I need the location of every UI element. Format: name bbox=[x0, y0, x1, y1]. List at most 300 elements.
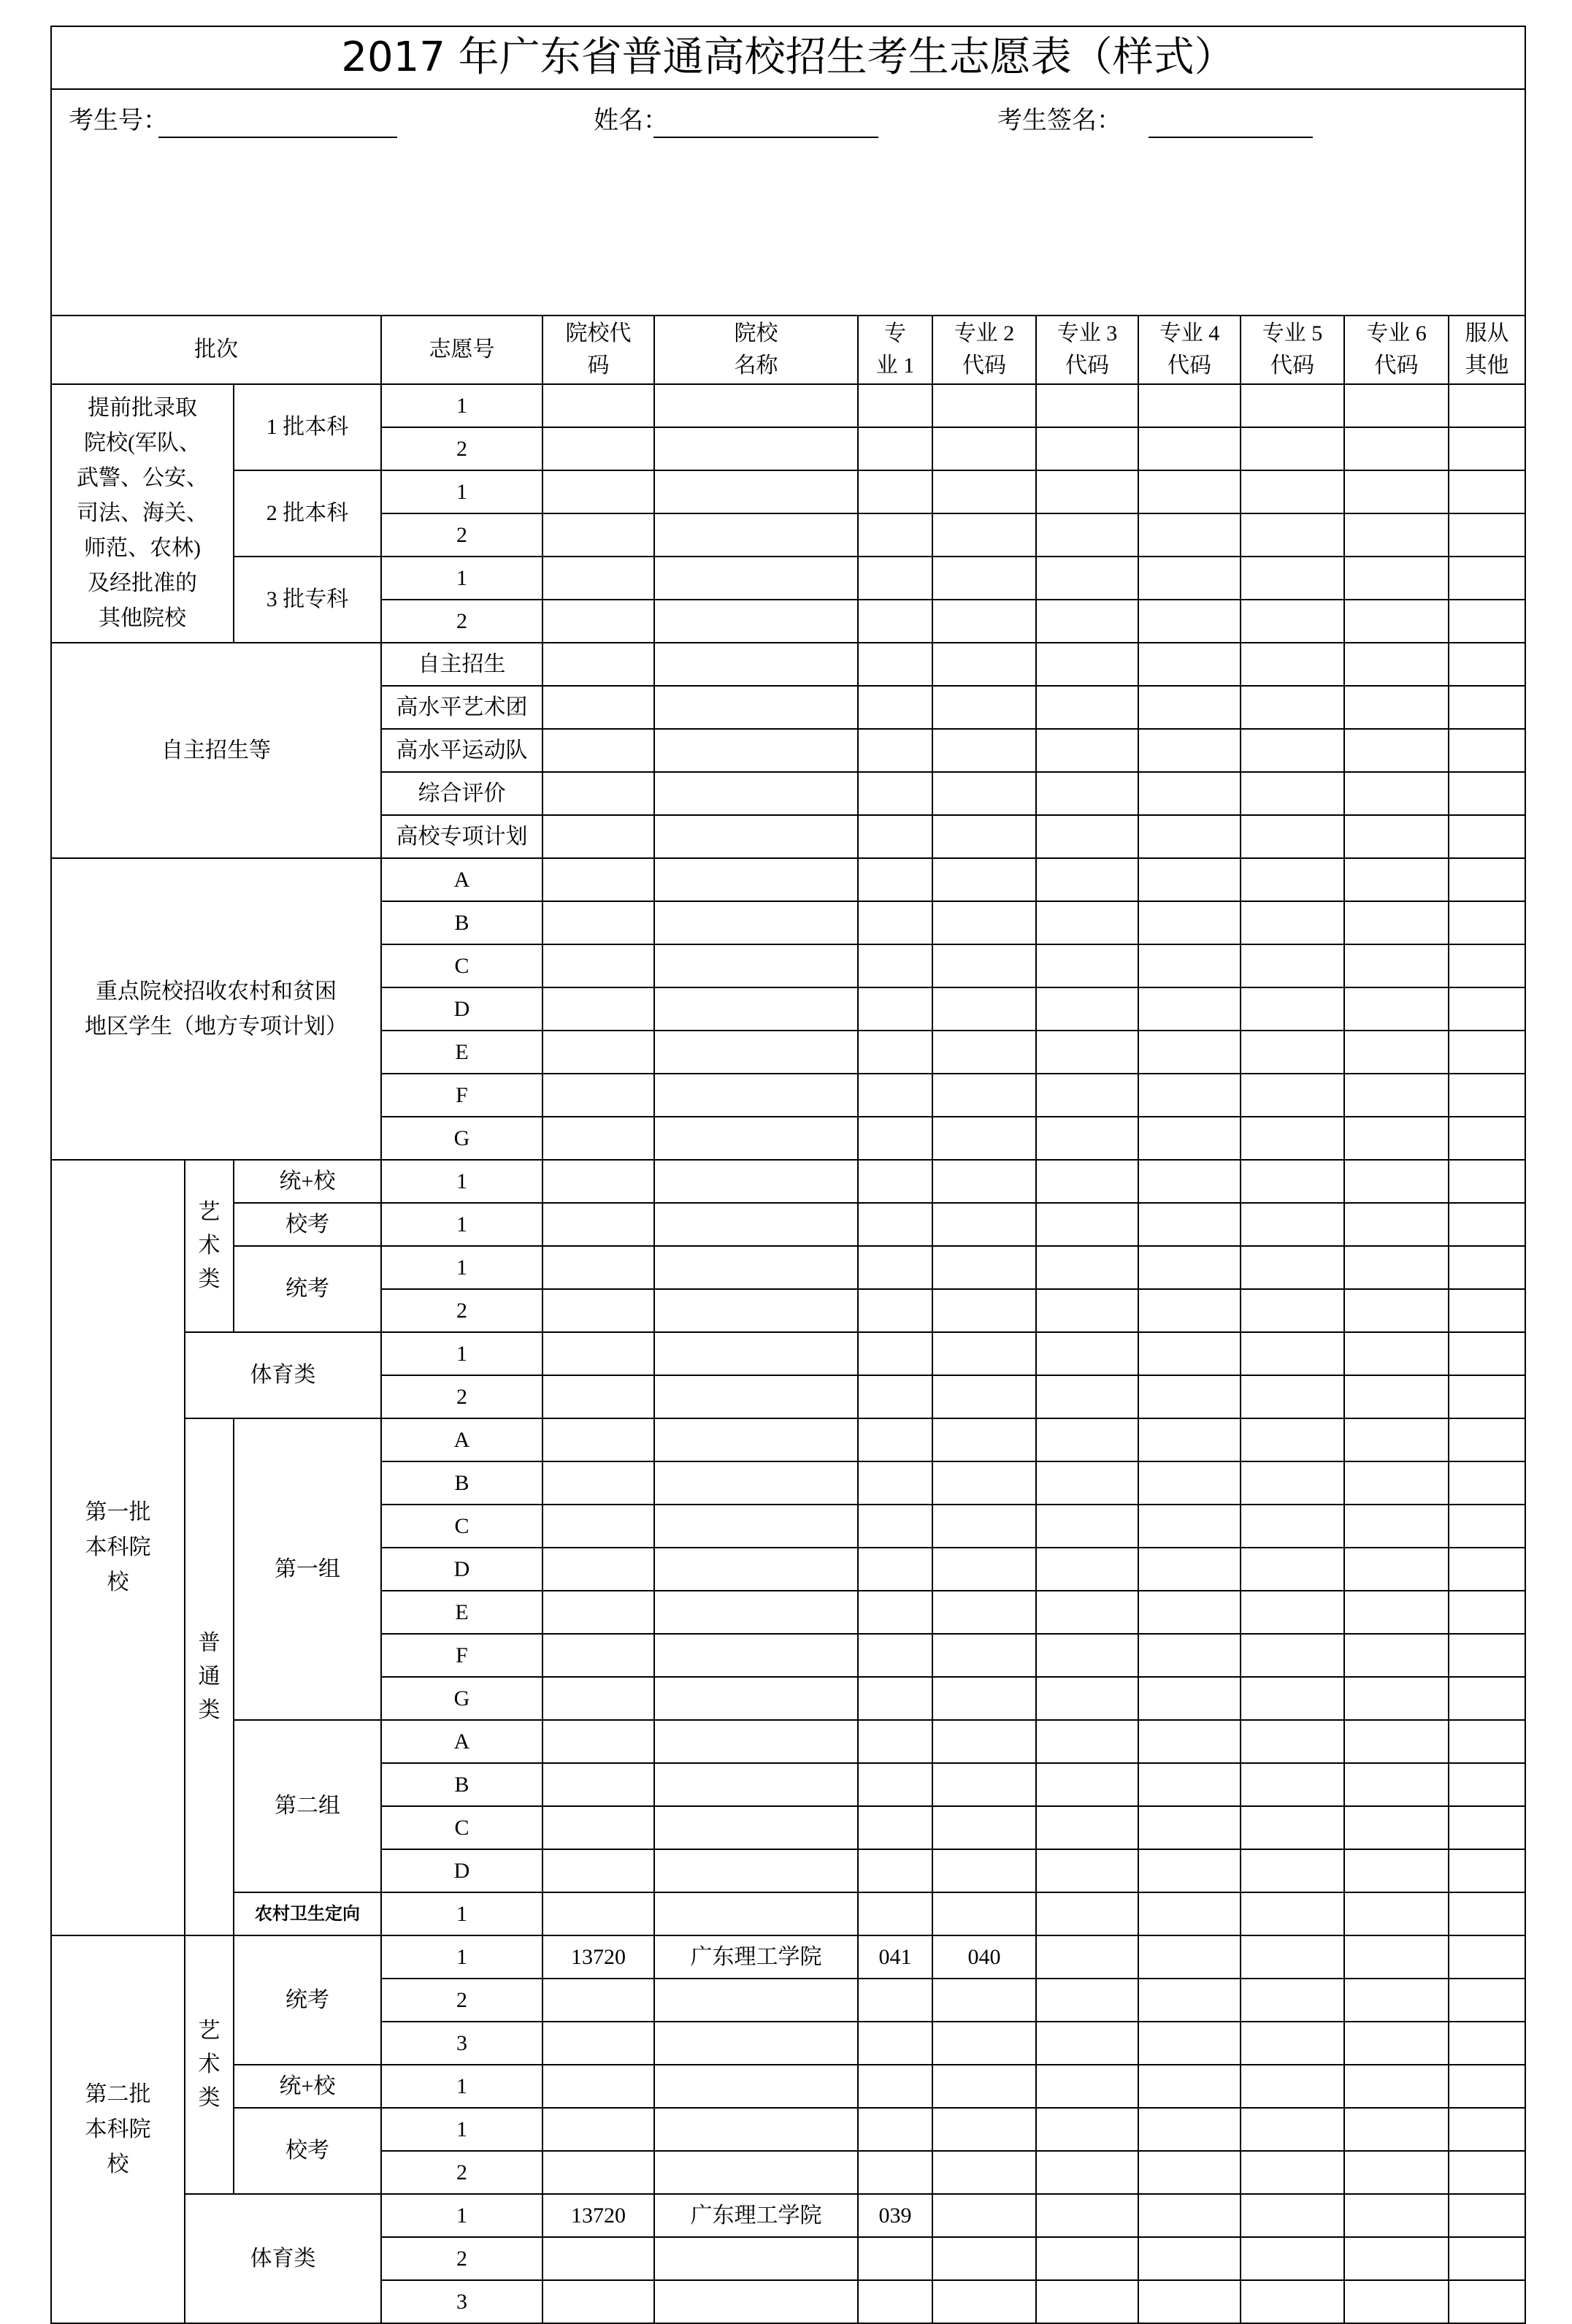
major-3-code-cell bbox=[1036, 2151, 1138, 2194]
school-name-cell bbox=[654, 1979, 858, 2022]
school-name-cell bbox=[654, 1117, 858, 1160]
accept-other-cell bbox=[1449, 1160, 1525, 1203]
major-3-code-cell bbox=[1036, 2237, 1138, 2280]
major-6-code-cell bbox=[1344, 2194, 1449, 2237]
wish-number-cell bbox=[381, 987, 542, 1031]
major-1-code-cell bbox=[858, 1203, 932, 1246]
wish-number-cell bbox=[381, 1289, 542, 1332]
major-6-code-cell bbox=[1344, 1634, 1449, 1677]
wish-number-cell bbox=[381, 1806, 542, 1849]
school-code-cell bbox=[542, 1031, 654, 1074]
school-code-cell bbox=[542, 1720, 654, 1763]
major-2-code-cell bbox=[932, 686, 1036, 729]
major-1-code-cell bbox=[858, 1591, 932, 1634]
table-row bbox=[51, 1892, 1525, 1935]
major-3-code-cell bbox=[1036, 1634, 1138, 1677]
category-label bbox=[234, 384, 381, 470]
accept-other-cell bbox=[1449, 858, 1525, 901]
major-4-code-cell bbox=[1138, 772, 1241, 815]
wish-number-cell bbox=[381, 1849, 542, 1892]
wish-number: 1 bbox=[456, 2203, 467, 2228]
accept-other-cell bbox=[1449, 1117, 1525, 1160]
school-name-cell bbox=[654, 427, 858, 470]
major-5-code-cell bbox=[1241, 1117, 1344, 1160]
major-2-code-value: 040 bbox=[967, 1944, 1001, 1969]
wish-number-cell bbox=[381, 1548, 542, 1591]
major-3-code-cell bbox=[1036, 470, 1138, 513]
wish-number: 2 bbox=[456, 2246, 467, 2271]
accept-other-cell bbox=[1449, 1505, 1525, 1548]
wish-number-cell bbox=[381, 1634, 542, 1677]
school-code-cell bbox=[542, 1979, 654, 2022]
major-2-code-cell bbox=[932, 2237, 1036, 2280]
school-name-cell bbox=[654, 1849, 858, 1892]
major-5-code-cell bbox=[1241, 815, 1344, 858]
major-3-code-cell bbox=[1036, 858, 1138, 901]
major-5-code-cell bbox=[1241, 2280, 1344, 2323]
batch-label-text: 重点院校招收农村和贫困 地区学生（地方专项计划） bbox=[85, 979, 348, 1039]
school-code-cell bbox=[542, 772, 654, 815]
table-body bbox=[51, 384, 1525, 2323]
major-3-code-cell bbox=[1036, 513, 1138, 557]
major-2-code-cell bbox=[932, 470, 1036, 513]
major-6-code-cell bbox=[1344, 1935, 1449, 1979]
school-code-cell bbox=[542, 1203, 654, 1246]
major-2-code-cell bbox=[932, 1074, 1036, 1117]
major-6-code-cell bbox=[1344, 1418, 1449, 1461]
category-label-text: 3 批专科 bbox=[266, 587, 349, 611]
school-name-cell bbox=[654, 2194, 858, 2237]
accept-other-cell bbox=[1449, 901, 1525, 944]
batch-label bbox=[51, 384, 234, 643]
major-2-code-cell bbox=[932, 1548, 1036, 1591]
school-code-cell bbox=[542, 1806, 654, 1849]
major-1-code-cell bbox=[858, 1160, 932, 1203]
header-school-code: 院校代 码 bbox=[542, 316, 654, 384]
major-6-code-cell bbox=[1344, 2108, 1449, 2151]
school-code-cell bbox=[542, 901, 654, 944]
table-row bbox=[51, 1203, 1525, 1246]
school-code-cell bbox=[542, 384, 654, 427]
major-6-code-cell bbox=[1344, 1031, 1449, 1074]
major-6-code-cell bbox=[1344, 987, 1449, 1031]
accept-other-cell bbox=[1449, 1677, 1525, 1720]
wish-number: D bbox=[453, 1858, 470, 1883]
school-name-cell bbox=[654, 1634, 858, 1677]
major-4-code-cell bbox=[1138, 2108, 1241, 2151]
table-row bbox=[51, 2065, 1525, 2108]
school-name-cell bbox=[654, 1591, 858, 1634]
major-1-code-cell bbox=[858, 2280, 932, 2323]
major-5-code-cell bbox=[1241, 2108, 1344, 2151]
school-name-cell bbox=[654, 1289, 858, 1332]
batch-label-text: 第二批 本科院 校 bbox=[85, 2082, 151, 2176]
major-4-code-cell bbox=[1138, 2280, 1241, 2323]
accept-other-cell bbox=[1449, 2237, 1525, 2280]
wish-number: 1 bbox=[456, 1169, 467, 1193]
category-label-text: 2 批本科 bbox=[266, 501, 349, 525]
major-4-code-cell bbox=[1138, 1505, 1241, 1548]
wish-number-cell bbox=[381, 944, 542, 987]
wish-number: 综合评价 bbox=[418, 781, 506, 806]
major-1-code-cell bbox=[858, 1418, 932, 1461]
batch-label-text: 第一批 本科院 校 bbox=[85, 1500, 151, 1594]
major-1-code-cell bbox=[858, 643, 932, 686]
major-6-code-cell bbox=[1344, 1505, 1449, 1548]
major-4-code-cell bbox=[1138, 901, 1241, 944]
major-3-code-cell bbox=[1036, 1720, 1138, 1763]
major-2-code-cell bbox=[932, 1763, 1036, 1806]
wish-number: 2 bbox=[456, 522, 467, 547]
major-3-code-cell bbox=[1036, 686, 1138, 729]
major-5-code-cell bbox=[1241, 600, 1344, 643]
name-blank bbox=[653, 137, 878, 138]
school-name-cell bbox=[654, 1806, 858, 1849]
major-3-code-cell bbox=[1036, 427, 1138, 470]
major-1-code-cell bbox=[858, 2022, 932, 2065]
school-code-cell bbox=[542, 1849, 654, 1892]
table-row bbox=[51, 2194, 1525, 2237]
category-label-text: 艺术类 bbox=[198, 2018, 221, 2110]
major-3-code-cell bbox=[1036, 1246, 1138, 1289]
major-4-code-cell bbox=[1138, 1418, 1241, 1461]
major-5-code-cell bbox=[1241, 1634, 1344, 1677]
major-1-code-cell bbox=[858, 2065, 932, 2108]
school-name-cell bbox=[654, 1074, 858, 1117]
major-1-code-cell bbox=[858, 1634, 932, 1677]
table-row bbox=[51, 1160, 1525, 1203]
subgroup-label-text: 农村卫生定向 bbox=[255, 1904, 360, 1924]
accept-other-cell bbox=[1449, 1461, 1525, 1505]
category-label-text: 体育类 bbox=[250, 1363, 316, 1387]
wish-number: D bbox=[453, 1556, 470, 1581]
wish-number-cell bbox=[381, 1591, 542, 1634]
header-major-5-code: 专业 5 代码 bbox=[1241, 316, 1344, 384]
subgroup-label-text: 第二组 bbox=[275, 1794, 340, 1818]
school-code-cell bbox=[542, 1591, 654, 1634]
major-2-code-cell bbox=[932, 2280, 1036, 2323]
category-label bbox=[185, 1418, 234, 1935]
accept-other-cell bbox=[1449, 1763, 1525, 1806]
major-4-code-cell bbox=[1138, 1591, 1241, 1634]
school-name-cell bbox=[654, 1763, 858, 1806]
school-name-cell bbox=[654, 944, 858, 987]
major-3-code-cell bbox=[1036, 384, 1138, 427]
wish-number: A bbox=[453, 1729, 470, 1754]
wish-number-cell bbox=[381, 427, 542, 470]
major-1-code-cell bbox=[858, 1935, 932, 1979]
major-5-code-cell bbox=[1241, 1375, 1344, 1418]
major-4-code-cell bbox=[1138, 1935, 1241, 1979]
major-6-code-cell bbox=[1344, 1979, 1449, 2022]
wish-number-cell bbox=[381, 2151, 542, 2194]
wish-number-cell bbox=[381, 1935, 542, 1979]
table-row bbox=[51, 557, 1525, 600]
wish-number: 1 bbox=[456, 2073, 467, 2098]
school-name-cell bbox=[654, 729, 858, 772]
candidate-info bbox=[51, 89, 1525, 316]
major-6-code-cell bbox=[1344, 729, 1449, 772]
major-3-code-cell bbox=[1036, 729, 1138, 772]
major-4-code-cell bbox=[1138, 1763, 1241, 1806]
accept-other-cell bbox=[1449, 1289, 1525, 1332]
major-6-code-cell bbox=[1344, 2065, 1449, 2108]
wish-number: C bbox=[454, 1513, 469, 1538]
batch-label bbox=[51, 1160, 185, 1935]
category-label-text: 体育类 bbox=[250, 2246, 316, 2271]
subgroup-label bbox=[234, 1935, 381, 2065]
school-name-cell bbox=[654, 2108, 858, 2151]
wish-number-cell bbox=[381, 1074, 542, 1117]
wish-number-cell bbox=[381, 1720, 542, 1763]
major-5-code-cell bbox=[1241, 384, 1344, 427]
major-1-code-cell bbox=[858, 1979, 932, 2022]
accept-other-cell bbox=[1449, 729, 1525, 772]
subgroup-label bbox=[234, 2065, 381, 2108]
major-6-code-cell bbox=[1344, 643, 1449, 686]
major-2-code-cell bbox=[932, 2108, 1036, 2151]
major-4-code-cell bbox=[1138, 2065, 1241, 2108]
category-label bbox=[185, 1332, 381, 1418]
school-code-cell bbox=[542, 944, 654, 987]
title-row bbox=[51, 26, 1525, 89]
major-2-code-cell bbox=[932, 729, 1036, 772]
major-2-code-cell bbox=[932, 513, 1036, 557]
major-3-code-cell bbox=[1036, 1418, 1138, 1461]
wish-number: 1 bbox=[456, 479, 467, 504]
subgroup-label bbox=[234, 1246, 381, 1332]
school-code-cell bbox=[542, 1117, 654, 1160]
wish-number: G bbox=[453, 1125, 470, 1150]
table-row bbox=[51, 1332, 1525, 1375]
major-5-code-cell bbox=[1241, 987, 1344, 1031]
school-name-cell bbox=[654, 2022, 858, 2065]
school-name-cell bbox=[654, 1548, 858, 1591]
major-6-code-cell bbox=[1344, 600, 1449, 643]
major-6-code-cell bbox=[1344, 901, 1449, 944]
major-4-code-cell bbox=[1138, 1375, 1241, 1418]
wish-number-cell bbox=[381, 901, 542, 944]
major-1-code-cell bbox=[858, 470, 932, 513]
major-5-code-cell bbox=[1241, 1418, 1344, 1461]
school-code-cell bbox=[542, 858, 654, 901]
major-2-code-cell bbox=[932, 2065, 1036, 2108]
major-6-code-cell bbox=[1344, 1892, 1449, 1935]
student-number-label: 考生号： bbox=[69, 107, 168, 134]
accept-other-cell bbox=[1449, 557, 1525, 600]
major-2-code-cell bbox=[932, 1979, 1036, 2022]
major-4-code-cell bbox=[1138, 2194, 1241, 2237]
major-2-code-cell bbox=[932, 1935, 1036, 1979]
major-3-code-cell bbox=[1036, 815, 1138, 858]
accept-other-cell bbox=[1449, 1375, 1525, 1418]
major-1-code-cell bbox=[858, 1677, 932, 1720]
category-label-text: 普通类 bbox=[198, 1630, 221, 1722]
school-code-cell bbox=[542, 513, 654, 557]
major-3-code-cell bbox=[1036, 2022, 1138, 2065]
major-2-code-cell bbox=[932, 1461, 1036, 1505]
major-4-code-cell bbox=[1138, 686, 1241, 729]
major-2-code-cell bbox=[932, 1849, 1036, 1892]
category-label bbox=[234, 470, 381, 557]
major-4-code-cell bbox=[1138, 1031, 1241, 1074]
wish-number: 3 bbox=[456, 2030, 467, 2055]
major-6-code-cell bbox=[1344, 944, 1449, 987]
major-5-code-cell bbox=[1241, 557, 1344, 600]
major-3-code-cell bbox=[1036, 557, 1138, 600]
school-code-cell bbox=[542, 2194, 654, 2237]
accept-other-cell bbox=[1449, 2065, 1525, 2108]
accept-other-cell bbox=[1449, 987, 1525, 1031]
school-code-cell bbox=[542, 686, 654, 729]
major-1-code-cell bbox=[858, 1074, 932, 1117]
major-2-code-cell bbox=[932, 1677, 1036, 1720]
school-code-cell bbox=[542, 643, 654, 686]
major-4-code-cell bbox=[1138, 944, 1241, 987]
major-3-code-cell bbox=[1036, 1677, 1138, 1720]
school-code-cell bbox=[542, 2108, 654, 2151]
school-name-cell bbox=[654, 1332, 858, 1375]
major-6-code-cell bbox=[1344, 1806, 1449, 1849]
major-3-code-cell bbox=[1036, 1505, 1138, 1548]
major-1-code-cell bbox=[858, 729, 932, 772]
major-2-code-cell bbox=[932, 1117, 1036, 1160]
table-row bbox=[51, 384, 1525, 427]
subgroup-label bbox=[234, 2108, 381, 2194]
major-6-code-cell bbox=[1344, 1763, 1449, 1806]
major-5-code-cell bbox=[1241, 901, 1344, 944]
major-5-code-cell bbox=[1241, 2022, 1344, 2065]
wish-number: 2 bbox=[456, 608, 467, 633]
major-5-code-cell bbox=[1241, 1031, 1344, 1074]
major-4-code-cell bbox=[1138, 1548, 1241, 1591]
wish-number: A bbox=[453, 867, 470, 892]
major-3-code-cell bbox=[1036, 901, 1138, 944]
school-code-cell bbox=[542, 1634, 654, 1677]
wish-number: F bbox=[456, 1082, 468, 1107]
table-row bbox=[51, 858, 1525, 901]
major-2-code-cell bbox=[932, 1031, 1036, 1074]
accept-other-cell bbox=[1449, 1892, 1525, 1935]
accept-other-cell bbox=[1449, 427, 1525, 470]
wish-number: D bbox=[453, 996, 470, 1021]
school-code-cell bbox=[542, 2151, 654, 2194]
wish-number-cell bbox=[381, 686, 542, 729]
accept-other-cell bbox=[1449, 1246, 1525, 1289]
wish-number: F bbox=[456, 1643, 468, 1667]
major-6-code-cell bbox=[1344, 1074, 1449, 1117]
major-2-code-cell bbox=[932, 2151, 1036, 2194]
major-5-code-cell bbox=[1241, 470, 1344, 513]
major-6-code-cell bbox=[1344, 384, 1449, 427]
subgroup-label bbox=[234, 1720, 381, 1892]
major-4-code-cell bbox=[1138, 1074, 1241, 1117]
wish-number: E bbox=[455, 1599, 469, 1624]
major-4-code-cell bbox=[1138, 1634, 1241, 1677]
major-1-code-cell bbox=[858, 2237, 932, 2280]
accept-other-cell bbox=[1449, 2108, 1525, 2151]
subgroup-label-text: 统考 bbox=[285, 1987, 329, 2012]
school-code-cell bbox=[542, 1246, 654, 1289]
major-3-code-cell bbox=[1036, 772, 1138, 815]
major-5-code-cell bbox=[1241, 513, 1344, 557]
school-name-cell bbox=[654, 470, 858, 513]
wish-number: C bbox=[454, 1815, 469, 1840]
wish-number: E bbox=[455, 1039, 469, 1064]
major-3-code-cell bbox=[1036, 1461, 1138, 1505]
major-5-code-cell bbox=[1241, 427, 1344, 470]
wish-number: 2 bbox=[456, 1384, 467, 1409]
major-3-code-cell bbox=[1036, 1892, 1138, 1935]
school-name-cell bbox=[654, 1246, 858, 1289]
major-4-code-cell bbox=[1138, 470, 1241, 513]
accept-other-cell bbox=[1449, 513, 1525, 557]
major-4-code-cell bbox=[1138, 1332, 1241, 1375]
major-2-code-cell bbox=[932, 1892, 1036, 1935]
wish-number: 1 bbox=[456, 1944, 467, 1969]
wish-number: 1 bbox=[456, 1212, 467, 1236]
major-5-code-cell bbox=[1241, 686, 1344, 729]
school-code-cell bbox=[542, 1677, 654, 1720]
major-1-code-cell bbox=[858, 427, 932, 470]
header-major-3-code: 专业 3 代码 bbox=[1036, 316, 1138, 384]
major-4-code-cell bbox=[1138, 1117, 1241, 1160]
major-1-code-cell bbox=[858, 1892, 932, 1935]
school-code-cell bbox=[542, 2022, 654, 2065]
major-2-code-cell bbox=[932, 643, 1036, 686]
major-2-code-cell bbox=[932, 1375, 1036, 1418]
school-name-cell bbox=[654, 2151, 858, 2194]
major-4-code-cell bbox=[1138, 384, 1241, 427]
major-3-code-cell bbox=[1036, 2065, 1138, 2108]
major-3-code-cell bbox=[1036, 1117, 1138, 1160]
category-label-text: 艺术类 bbox=[198, 1199, 221, 1291]
school-name-cell bbox=[654, 2237, 858, 2280]
major-3-code-cell bbox=[1036, 1979, 1138, 2022]
major-5-code-cell bbox=[1241, 1246, 1344, 1289]
school-name-cell bbox=[654, 1031, 858, 1074]
school-code-value: 13720 bbox=[571, 1944, 626, 1969]
major-2-code-cell bbox=[932, 557, 1036, 600]
major-1-code-cell bbox=[858, 1763, 932, 1806]
major-2-code-cell bbox=[932, 1160, 1036, 1203]
school-name-cell bbox=[654, 600, 858, 643]
major-2-code-cell bbox=[932, 987, 1036, 1031]
major-1-code-cell bbox=[858, 1332, 932, 1375]
accept-other-cell bbox=[1449, 1591, 1525, 1634]
major-2-code-cell bbox=[932, 1418, 1036, 1461]
accept-other-cell bbox=[1449, 600, 1525, 643]
batch-label bbox=[51, 858, 381, 1160]
accept-other-cell bbox=[1449, 1418, 1525, 1461]
wish-number-cell bbox=[381, 1505, 542, 1548]
school-code-cell bbox=[542, 1418, 654, 1461]
table-row bbox=[51, 1935, 1525, 1979]
subgroup-label-text: 校考 bbox=[285, 2138, 329, 2163]
major-4-code-cell bbox=[1138, 1160, 1241, 1203]
major-3-code-cell bbox=[1036, 1849, 1138, 1892]
table-row bbox=[51, 1418, 1525, 1461]
school-name-cell bbox=[654, 1203, 858, 1246]
accept-other-cell bbox=[1449, 1935, 1525, 1979]
school-name-cell bbox=[654, 1461, 858, 1505]
major-3-code-cell bbox=[1036, 1203, 1138, 1246]
major-2-code-cell bbox=[932, 1332, 1036, 1375]
school-code-cell bbox=[542, 1935, 654, 1979]
major-6-code-cell bbox=[1344, 1332, 1449, 1375]
major-1-code-cell bbox=[858, 987, 932, 1031]
school-code-cell bbox=[542, 1461, 654, 1505]
